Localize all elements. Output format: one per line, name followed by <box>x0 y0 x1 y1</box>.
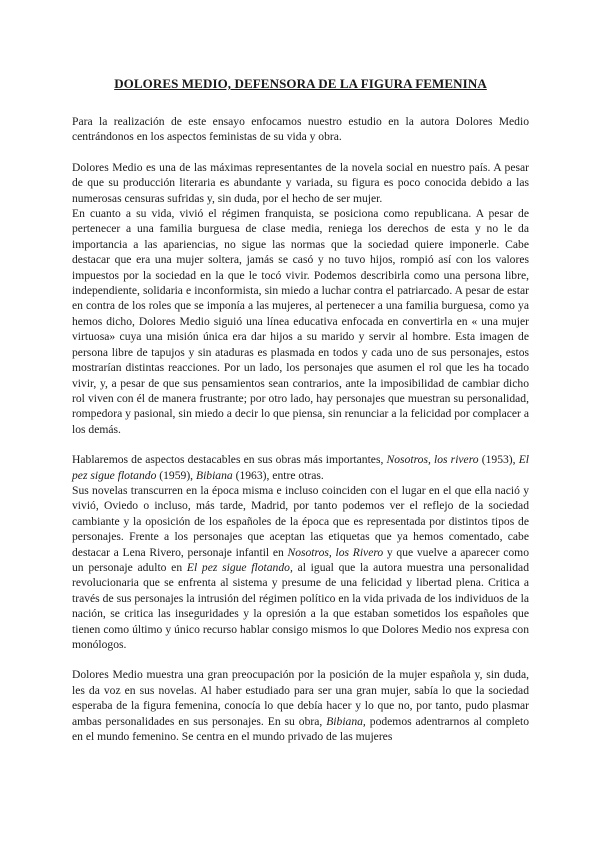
book-title-bibiana: Bibiana <box>195 468 233 482</box>
paragraph-women <box>72 667 529 744</box>
paragraph-intro: Para la realización de este ensayo enfocamos nuestro estudio en la autora Dolores Medio centrándonos en los aspectos feministas de su vida y obra. <box>72 115 529 144</box>
book-title-pez: El pez sigue flotando <box>72 453 530 482</box>
book-title-nosotros: Nosotros, los rivero <box>386 453 479 467</box>
text-segment: (1953), <box>478 453 519 467</box>
book-title-bibiana: Bibiana, <box>326 714 366 728</box>
text-segment: (1963), entre otras. <box>232 468 324 482</box>
text-segment: al igual que la autora muestra una personalidad revolucionaria que se enfrenta al sistema y presume de una felicidad y libertad plena. Critica a través de sus personajes la intrusión del régimen político en la vida privada de los individuos de la nación, se critica las inseguridades y la opresión a la que estaban sometidos los españoles que tienen como último y único recurso hablar consigo mismos lo que Dolores Medio nos expresa con monólogos. <box>72 560 529 651</box>
book-title-nosotros: Nosotros, los Rivero <box>287 545 384 559</box>
paragraph-author-overview: Dolores Medio es una de las máximas representantes de la novela social en nuestro país. A pesar de que su producción literaria es abundante y variada, su figura es poco conocida debido a las numerosas censuras sufridas y, sin duda, por el hecho de ser mujer. <box>72 160 529 205</box>
text-segment: y que vuelve a aparecer como un personaje adulto en <box>72 545 529 574</box>
paragraph-novels <box>72 483 529 652</box>
text-segment: podemos adentrarnos al completo en el mundo femenino. Se centra en el mundo privado de las mujeres <box>72 714 530 744</box>
text-segment: Hablaremos de aspectos destacables en sus obras más importantes, <box>72 453 387 467</box>
document-title: DOLORES MEDIO, DEFENSORA DE LA FIGURA FEMENINA <box>114 76 487 91</box>
book-title-pez: El pez sigue flotando, <box>186 560 293 574</box>
text-segment: Dolores Medio muestra una gran preocupación por la posición de la mujer española y, sin duda, les da voz en sus novelas. Al haber estudiado para ser una gran mujer, sabía lo que la sociedad esperaba de la figura femenina, conocía lo que debía hacer y lo que no, por tanto, pudo plasmar ambas personalidades en sus personajes. En su obra, <box>72 668 529 728</box>
paragraph-works <box>72 452 529 483</box>
paragraph-author-life: En cuanto a su vida, vivió el régimen franquista, se posiciona como republicana. A pesar de pertenecer a una familia burguesa de clase media, reniega los derechos de esta y no le da importancia a las apariencias, no sigue las normas que la sociedad quiere imponerle. Cabe destacar que era una mujer soltera, jamás se casó y no tuvo hijos, rompió así con los valores impuestos por la sociedad en la que le tocó vivir. Podemos describirla como una persona libre, independiente, solidaria e inconformista, sin miedo a luchar contra el patriarcado. A pesar de estar en contra de los roles que se imponía a las mujeres, al pertenecer a una familia burguesa, como ya hemos dicho, Dolores Medio siguió una línea educativa enfocada en convertirla en « una mujer virtuosa» cuya una misión única era dar hijos a su marido y servir al hombre. Esta imagen de persona libre de tapujos y sin ataduras es plasmada en todos y cada uno de sus personajes, estos mostrarían distintas reacciones. Por un lado, los personajes que asumen el rol que les ha tocado vivir, y, a pesar de que sus pensamientos sean contrarios, ante la imposibilidad de cambiar dicho rol viven con él de manera frustrante; por otro lado, hay personajes que muestran su personalidad, rompedora y pasional, sin miedo a decir lo que piensa, sin renunciar a la felicidad por complacer a los demás. <box>72 207 529 436</box>
text-segment: Sus novelas transcurren en la época misma e incluso coinciden con el lugar en el que ella nació y vivió, Oviedo o incluso, más tarde, Madrid, por tanto podemos ver el reflejo de la sociedad cambiante y la oposición de los españoles de la época que es representada por distintos tipos de personajes. Frente a los personajes que aceptan las etiquetas que ya hemos comentado, cabe destacar a Lena Rivero, personaje infantil en <box>72 483 529 559</box>
text-segment: (1959), <box>156 468 196 482</box>
